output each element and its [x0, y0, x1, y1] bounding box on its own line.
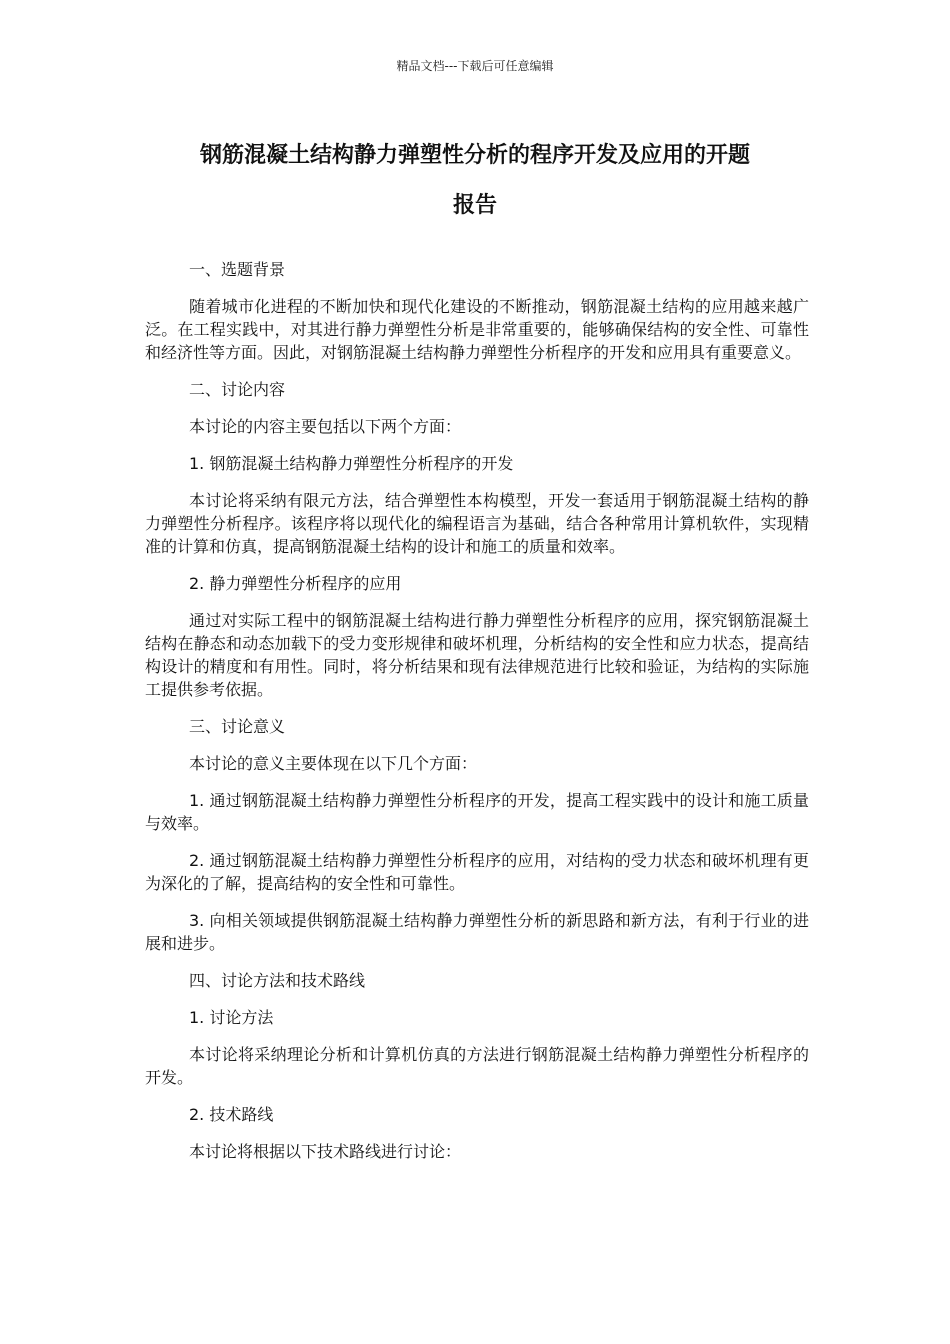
section-heading-methods: 四、讨论方法和技术路线 [189, 971, 366, 990]
document-title-line-1: 钢筋混凝土结构静力弹塑性分析的程序开发及应用的开题 [199, 143, 750, 168]
section-heading-content: 二、讨论内容 [189, 380, 286, 399]
significance-item-1: 1. 通过钢筋混凝土结构静力弹塑性分析程序的开发，提高工程实践中的设计和施工质量与效率。 [145, 791, 809, 833]
subheading-program-development: 1. 钢筋混凝土结构静力弹塑性分析程序的开发 [189, 454, 514, 473]
paragraph-method: 本讨论将采纳理论分析和计算机仿真的方法进行钢筋混凝土结构静力弹塑性分析程序的开发。 [145, 1045, 809, 1087]
significance-item-2: 2. 通过钢筋混凝土结构静力弹塑性分析程序的应用，对结构的受力状态和破坏机理有更为深化的了解，提高结构的安全性和可靠性。 [145, 851, 809, 893]
paragraph-significance-intro: 本讨论的意义主要体现在以下几个方面： [189, 754, 478, 773]
paragraph-program-application: 通过对实际工程中的钢筋混凝土结构进行静力弹塑性分析程序的应用，探究钢筋混凝土结构在静态和动态加载下的受力变形规律和破坏机理，分析结构的安全性和应力状态，提高结构设计的精度和有用性。同时，将分析结果和现有法律规范进行比较和验证，为结构的实际施工提供参考依据。 [145, 611, 809, 699]
paragraph-program-development: 本讨论将采纳有限元方法，结合弹塑性本构模型，开发一套适用于钢筋混凝土结构的静力弹塑性分析程序。该程序将以现代化的编程语言为基础，结合各种常用计算机软件，实现精准的计算和仿真，提高钢筋混凝土结构的设计和施工的质量和效率。 [145, 491, 809, 556]
subheading-technical-route: 2. 技术路线 [189, 1105, 274, 1124]
document-title-line-2: 报告 [452, 193, 497, 218]
header-note: 精品文档---下载后可任意编辑 [396, 59, 554, 73]
paragraph-technical-route: 本讨论将根据以下技术路线进行讨论： [189, 1142, 462, 1161]
section-heading-background: 一、选题背景 [189, 260, 286, 279]
significance-item-3: 3. 向相关领域提供钢筋混凝土结构静力弹塑性分析的新思路和新方法，有利于行业的进展和进步。 [145, 911, 809, 953]
paragraph-content-intro: 本讨论的内容主要包括以下两个方面： [189, 417, 462, 436]
paragraph-background: 随着城市化进程的不断加快和现代化建设的不断推动，钢筋混凝土结构的应用越来越广泛。在工程实践中，对其进行静力弹塑性分析是非常重要的，能够确保结构的安全性、可靠性和经济性等方面。因此，对钢筋混凝土结构静力弹塑性分析程序的开发和应用具有重要意义。 [145, 297, 809, 362]
subheading-program-application: 2. 静力弹塑性分析程序的应用 [189, 574, 402, 593]
section-heading-significance: 三、讨论意义 [189, 717, 286, 736]
document-body [145, 258, 809, 1177]
subheading-method: 1. 讨论方法 [189, 1008, 274, 1027]
